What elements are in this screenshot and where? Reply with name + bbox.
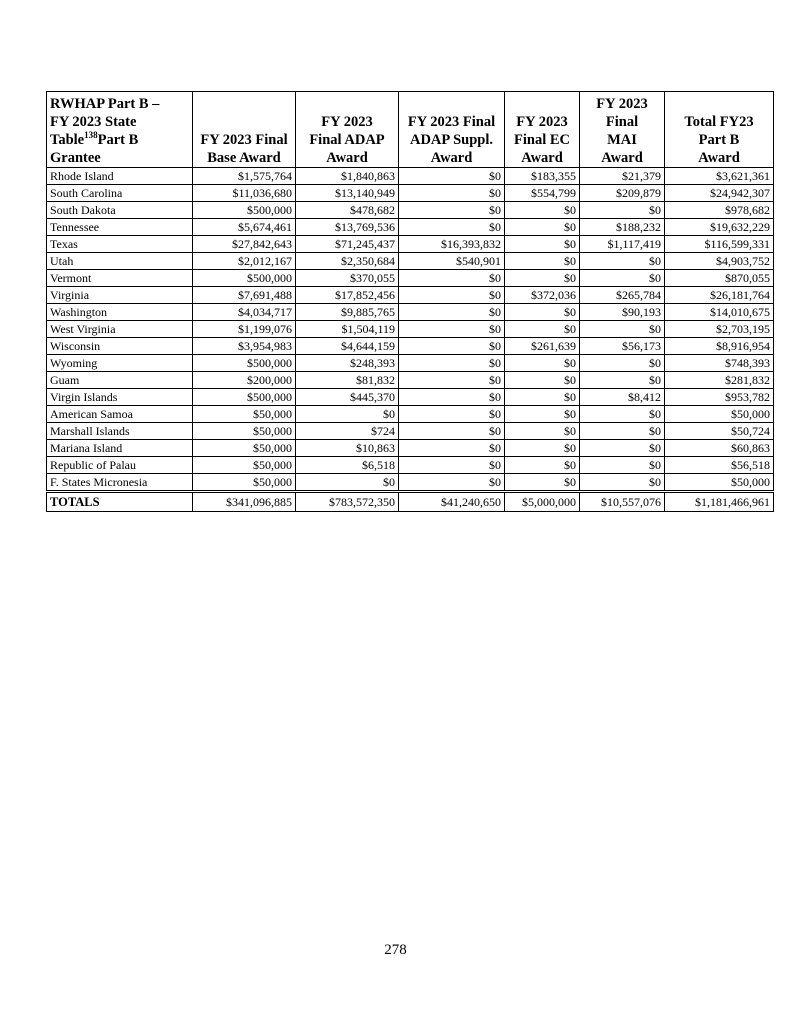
adap-suppl-award-cell: $0 — [399, 372, 505, 389]
mai-award-cell: $0 — [580, 457, 665, 474]
ec-award-cell: $0 — [505, 389, 580, 406]
ec-award-cell: $0 — [505, 219, 580, 236]
adap-award-cell: $0 — [296, 474, 399, 492]
adap-suppl-award-cell: $0 — [399, 321, 505, 338]
ec-award-cell: $0 — [505, 270, 580, 287]
adap-suppl-award-cell: $540,901 — [399, 253, 505, 270]
table-row — [47, 457, 774, 474]
ec-award-cell: $0 — [505, 372, 580, 389]
base-award-cell: $50,000 — [193, 406, 296, 423]
total-award-cell: $24,942,307 — [665, 185, 774, 202]
ec-award-cell: $372,036 — [505, 287, 580, 304]
mai-award-cell: $90,193 — [580, 304, 665, 321]
state-name-cell: Republic of Palau — [47, 457, 193, 474]
state-name-cell: West Virginia — [47, 321, 193, 338]
total-award-cell: $870,055 — [665, 270, 774, 287]
state-name-cell: Wisconsin — [47, 338, 193, 355]
award-table — [46, 91, 774, 512]
ec-award-cell: $0 — [505, 321, 580, 338]
ec-award-cell: $0 — [505, 406, 580, 423]
adap-award-cell: $478,682 — [296, 202, 399, 219]
mai-award-cell: $209,879 — [580, 185, 665, 202]
total-award-cell: $953,782 — [665, 389, 774, 406]
base-award-cell: $500,000 — [193, 355, 296, 372]
total-award-cell: $14,010,675 — [665, 304, 774, 321]
adap-suppl-award-cell: $0 — [399, 185, 505, 202]
state-name-cell: Rhode Island — [47, 168, 193, 185]
mai-award-cell: $0 — [580, 474, 665, 492]
ec-award-cell: $0 — [505, 423, 580, 440]
mai-award-cell: $265,784 — [580, 287, 665, 304]
adap-award-total-cell: $783,572,350 — [296, 492, 399, 512]
total-award-cell: $748,393 — [665, 355, 774, 372]
mai-award-cell: $0 — [580, 270, 665, 287]
base-award-cell: $2,012,167 — [193, 253, 296, 270]
total-award-cell: $26,181,764 — [665, 287, 774, 304]
total-award-total-cell: $1,181,466,961 — [665, 492, 774, 512]
adap-award-cell: $445,370 — [296, 389, 399, 406]
adap-suppl-award-cell: $0 — [399, 219, 505, 236]
state-name-cell: Mariana Island — [47, 440, 193, 457]
state-name-cell: Texas — [47, 236, 193, 253]
state-name-cell: American Samoa — [47, 406, 193, 423]
total-award-cell: $2,703,195 — [665, 321, 774, 338]
adap-suppl-award-total-cell: $41,240,650 — [399, 492, 505, 512]
mai-award-cell: $0 — [580, 423, 665, 440]
adap-award-cell: $2,350,684 — [296, 253, 399, 270]
header-ec-award: FY 2023 Final EC Award — [505, 92, 580, 168]
adap-suppl-award-cell: $0 — [399, 389, 505, 406]
header-mai-award: FY 2023 Final MAI Award — [580, 92, 665, 168]
adap-suppl-award-cell: $0 — [399, 270, 505, 287]
total-award-cell: $3,621,361 — [665, 168, 774, 185]
ec-award-cell: $0 — [505, 440, 580, 457]
adap-suppl-award-cell: $0 — [399, 406, 505, 423]
table-row — [47, 253, 774, 270]
adap-award-cell: $10,863 — [296, 440, 399, 457]
total-award-cell: $56,518 — [665, 457, 774, 474]
state-name-cell: Wyoming — [47, 355, 193, 372]
state-name-cell: Tennessee — [47, 219, 193, 236]
mai-award-cell: $0 — [580, 202, 665, 219]
adap-suppl-award-cell: $0 — [399, 457, 505, 474]
total-award-cell: $4,903,752 — [665, 253, 774, 270]
ec-award-cell: $0 — [505, 253, 580, 270]
ec-award-cell: $0 — [505, 304, 580, 321]
state-name-cell: Vermont — [47, 270, 193, 287]
table-row — [47, 372, 774, 389]
base-award-cell: $27,842,643 — [193, 236, 296, 253]
table-row — [47, 287, 774, 304]
state-name-cell: F. States Micronesia — [47, 474, 193, 492]
ec-award-cell: $554,799 — [505, 185, 580, 202]
adap-award-cell: $13,140,949 — [296, 185, 399, 202]
totals-row — [47, 492, 774, 512]
header-base-award: FY 2023 Final Base Award — [193, 92, 296, 168]
ec-award-cell: $0 — [505, 457, 580, 474]
total-award-cell: $50,724 — [665, 423, 774, 440]
total-award-cell: $19,632,229 — [665, 219, 774, 236]
state-name-cell: Virginia — [47, 287, 193, 304]
table-row — [47, 202, 774, 219]
ec-award-cell: $0 — [505, 474, 580, 492]
total-award-cell: $116,599,331 — [665, 236, 774, 253]
adap-award-cell: $248,393 — [296, 355, 399, 372]
adap-award-cell: $1,504,119 — [296, 321, 399, 338]
adap-award-cell: $6,518 — [296, 457, 399, 474]
mai-award-cell: $21,379 — [580, 168, 665, 185]
mai-award-cell: $0 — [580, 440, 665, 457]
adap-award-cell: $1,840,863 — [296, 168, 399, 185]
total-award-cell: $50,000 — [665, 474, 774, 492]
state-name-cell: Guam — [47, 372, 193, 389]
table-row — [47, 270, 774, 287]
base-award-cell: $11,036,680 — [193, 185, 296, 202]
header-row — [47, 92, 774, 168]
mai-award-cell: $0 — [580, 406, 665, 423]
mai-award-cell: $8,412 — [580, 389, 665, 406]
base-award-cell: $500,000 — [193, 202, 296, 219]
state-name-cell: South Dakota — [47, 202, 193, 219]
ec-award-total-cell: $5,000,000 — [505, 492, 580, 512]
header-adap-suppl-award: FY 2023 Final ADAP Suppl. Award — [399, 92, 505, 168]
total-award-cell: $60,863 — [665, 440, 774, 457]
mai-award-cell: $0 — [580, 321, 665, 338]
base-award-cell: $5,674,461 — [193, 219, 296, 236]
mai-award-cell: $0 — [580, 372, 665, 389]
adap-suppl-award-cell: $0 — [399, 202, 505, 219]
base-award-cell: $50,000 — [193, 457, 296, 474]
adap-award-cell: $4,644,159 — [296, 338, 399, 355]
state-name-cell: South Carolina — [47, 185, 193, 202]
adap-award-cell: $17,852,456 — [296, 287, 399, 304]
total-award-cell: $8,916,954 — [665, 338, 774, 355]
header-total-award: Total FY23 Part B Award — [665, 92, 774, 168]
table-row — [47, 406, 774, 423]
adap-suppl-award-cell: $0 — [399, 423, 505, 440]
base-award-cell: $500,000 — [193, 389, 296, 406]
mai-award-total-cell: $10,557,076 — [580, 492, 665, 512]
state-name-cell: Utah — [47, 253, 193, 270]
base-award-cell: $50,000 — [193, 440, 296, 457]
table-row — [47, 185, 774, 202]
adap-suppl-award-cell: $16,393,832 — [399, 236, 505, 253]
mai-award-cell: $0 — [580, 253, 665, 270]
base-award-cell: $4,034,717 — [193, 304, 296, 321]
adap-suppl-award-cell: $0 — [399, 287, 505, 304]
table-row — [47, 474, 774, 492]
ec-award-cell: $0 — [505, 202, 580, 219]
adap-suppl-award-cell: $0 — [399, 440, 505, 457]
total-award-cell: $978,682 — [665, 202, 774, 219]
state-name-cell: Washington — [47, 304, 193, 321]
mai-award-cell: $188,232 — [580, 219, 665, 236]
state-name-cell: Virgin Islands — [47, 389, 193, 406]
base-award-cell: $1,199,076 — [193, 321, 296, 338]
table-row — [47, 304, 774, 321]
table-row — [47, 236, 774, 253]
base-award-cell: $1,575,764 — [193, 168, 296, 185]
page-number: 278 — [384, 942, 407, 958]
adap-suppl-award-cell: $0 — [399, 168, 505, 185]
header-adap-award: FY 2023 Final ADAP Award — [296, 92, 399, 168]
adap-suppl-award-cell: $0 — [399, 304, 505, 321]
table-row — [47, 355, 774, 372]
mai-award-cell: $56,173 — [580, 338, 665, 355]
table-row — [47, 440, 774, 457]
totals-label: TOTALS — [47, 492, 193, 512]
mai-award-cell: $0 — [580, 355, 665, 372]
state-name-cell: Marshall Islands — [47, 423, 193, 440]
base-award-cell: $3,954,983 — [193, 338, 296, 355]
header-grantee: RWHAP Part B – FY 2023 State Table$^{138}$Part B Grantee — [47, 92, 193, 168]
ec-award-cell: $261,639 — [505, 338, 580, 355]
ec-award-cell: $0 — [505, 236, 580, 253]
table-row — [47, 321, 774, 338]
table-row — [47, 219, 774, 236]
adap-suppl-award-cell: $0 — [399, 355, 505, 372]
base-award-cell: $7,691,488 — [193, 287, 296, 304]
adap-award-cell: $370,055 — [296, 270, 399, 287]
adap-award-cell: $724 — [296, 423, 399, 440]
base-award-cell: $50,000 — [193, 423, 296, 440]
table-row — [47, 389, 774, 406]
table-row — [47, 168, 774, 185]
table-row — [47, 338, 774, 355]
adap-award-cell: $13,769,536 — [296, 219, 399, 236]
footnote-ref: 138 — [84, 130, 98, 141]
total-award-cell: $281,832 — [665, 372, 774, 389]
adap-award-cell: $9,885,765 — [296, 304, 399, 321]
table-row — [47, 423, 774, 440]
ec-award-cell: $183,355 — [505, 168, 580, 185]
adap-suppl-award-cell: $0 — [399, 474, 505, 492]
adap-award-cell: $71,245,437 — [296, 236, 399, 253]
adap-award-cell: $81,832 — [296, 372, 399, 389]
total-award-cell: $50,000 — [665, 406, 774, 423]
base-award-cell: $500,000 — [193, 270, 296, 287]
adap-award-cell: $0 — [296, 406, 399, 423]
adap-suppl-award-cell: $0 — [399, 338, 505, 355]
ec-award-cell: $0 — [505, 355, 580, 372]
table-body — [47, 168, 774, 512]
base-award-cell: $50,000 — [193, 474, 296, 492]
base-award-cell: $200,000 — [193, 372, 296, 389]
mai-award-cell: $1,117,419 — [580, 236, 665, 253]
base-award-total-cell: $341,096,885 — [193, 492, 296, 512]
